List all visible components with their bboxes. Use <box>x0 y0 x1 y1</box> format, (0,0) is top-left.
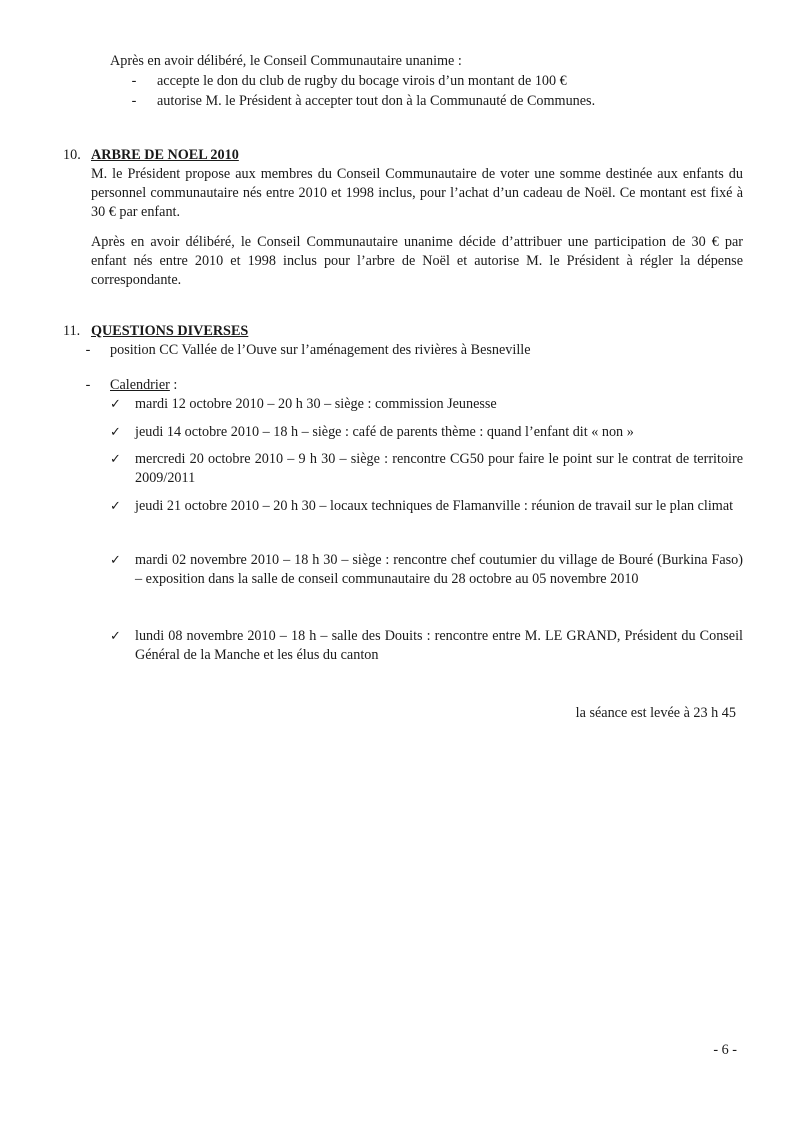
questions-item-besneville: position CC Vallée de l’Ouve sur l’aménagement des rivières à Besneville <box>110 342 531 358</box>
calendar-suffix: : <box>169 377 178 393</box>
bullet-dash: - <box>85 342 91 358</box>
check-icon: ✓ <box>110 397 121 412</box>
calendar-event-2: jeudi 14 octobre 2010 – 18 h – siège : café de parents thème : quand l’enfant dit « non » <box>135 424 634 440</box>
session-closing: la séance est levée à 23 h 45 <box>575 705 736 721</box>
check-icon: ✓ <box>110 425 121 440</box>
section-11-title: QUESTIONS DIVERSES <box>91 323 249 339</box>
bullet-dash: - <box>85 377 91 393</box>
calendar-event-1: mardi 12 octobre 2010 – 20 h 30 – siège : commission Jeunesse <box>135 396 497 412</box>
check-icon: ✓ <box>110 553 121 568</box>
check-icon: ✓ <box>110 629 121 644</box>
calendar-label: Calendrier <box>110 377 170 393</box>
calendar-event-3: mercredi 20 octobre 2010 – 9 h 30 – siège : rencontre CG50 pour faire le point sur le contrat de territoire 2009/2011 <box>135 451 743 486</box>
calendar-event-6: lundi 08 novembre 2010 – 18 h – salle des Douits : rencontre entre M. LE GRAND, Président du Conseil Général de la Manche et les élus du canton <box>135 628 743 663</box>
deliberation-intro: Après en avoir délibéré, le Conseil Communautaire unanime : <box>110 53 462 69</box>
calendar-event-5: mardi 02 novembre 2010 – 18 h 30 – siège : rencontre chef coutumier du village de Bouré (Burkina Faso) – exposition dans la salle de conseil communautaire du 28 octobre au 05 novembre 2010 <box>135 552 743 587</box>
calendar-event-4: jeudi 21 octobre 2010 – 20 h 30 – locaux techniques de Flamanville : réunion de travail sur le plan climat <box>135 498 734 514</box>
bullet-dash: - <box>131 93 137 109</box>
bullet-dash: - <box>131 73 137 89</box>
decision-bullet-2: autorise M. le Président à accepter tout don à la Communauté de Communes. <box>157 93 596 109</box>
decision-bullet-1: accepte le don du club de rugby du bocage virois d’un montant de 100 € <box>157 73 567 89</box>
page-number: - 6 - <box>713 1042 737 1058</box>
section-10-title: ARBRE DE NOEL 2010 <box>91 147 239 163</box>
section-11-number: 11. <box>63 323 81 339</box>
calendar-heading <box>110 376 177 395</box>
section-10-paragraph-2: Après en avoir délibéré, le Conseil Communautaire unanime décide d’attribuer une participation de 30 € par enfant nés entre 2010 et 1998 inclus pour l’arbre de Noël et autorise M. le Président à régler la dépense correspondante. <box>91 234 743 288</box>
section-10-number: 10. <box>63 147 81 163</box>
section-10-paragraph-1: M. le Président propose aux membres du Conseil Communautaire de voter une somme destinée aux enfants du personnel communautaire nés entre 2010 et 1998 inclus, pour l’achat d’un cadeau de Noël. Ce montant est fixé à 30 € par enfant. <box>91 166 743 220</box>
check-icon: ✓ <box>110 499 121 514</box>
check-icon: ✓ <box>110 452 121 467</box>
